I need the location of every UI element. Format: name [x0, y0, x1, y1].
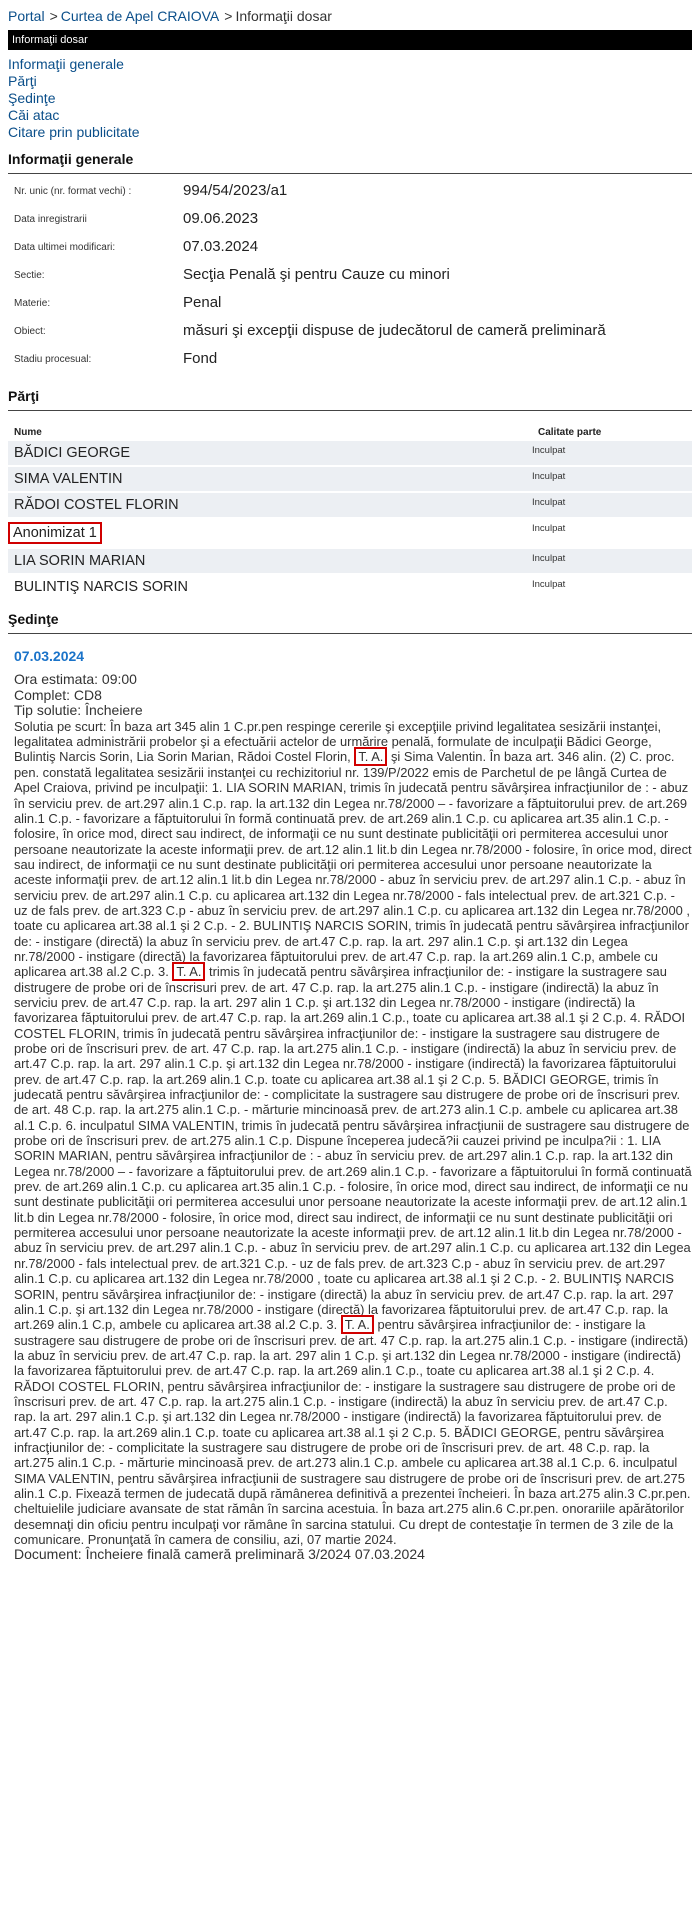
anonymized-name: T. A.	[341, 1315, 374, 1334]
info-value: 09.06.2023	[183, 210, 259, 227]
breadcrumb-portal-link[interactable]: Portal	[8, 8, 45, 24]
breadcrumb-separator: >	[49, 8, 58, 24]
column-header-calitate: Calitate parte	[538, 427, 602, 438]
party-role: Inculpat	[532, 471, 566, 482]
info-row	[8, 266, 692, 294]
info-value: măsuri şi excepţii dispuse de judecătorul de cameră preliminară	[183, 322, 606, 339]
solution-type: Tip solutie: Încheiere	[14, 702, 143, 719]
anonymized-name: T. A.	[354, 747, 387, 766]
breadcrumb-separator: >	[224, 8, 233, 24]
party-name: LIA SORIN MARIAN	[14, 553, 146, 569]
party-name-cell	[8, 525, 532, 541]
solution-text: şi Sima Valentin. În baza art. 346 alin. (2) C. proc. pen. constată legalitatea sesizării instanţei cu rechizitoriul nr. 139/P/2022 emis de Parchetul de pe lângă Curtea de Apel Craiova, privind pe inculpaţii: 1. LIA SORIN MARIAN, trimis în judecată pentru săvârşirea infracţiunilor de : - abuz în serviciu prev. de art.297 alin.1 C.p. rap. la art.132 din Legea nr.78/2000 – - favorizare a făptuitorului prev. de art.269 alin.1 C.p. - favorizare a făptuitorului în formă continuată prev. de art.269 alin.1 C.p. cu aplicarea art.35 alin.1 C.p. - folosire, în orice mod, direct sau indirect, de informaţii ce nu sunt destinate publicităţii ori permiterea accesului unor persoane neautorizate la aceste informaţii prev. de art.12 alin.1 lit.b din Legea nr.78/2000 - folosire, în orice mod, direct sau indirect, de informaţii ce nu sunt destinate publicităţii ori permiterea accesului unor persoane neautorizate la aceste informaţii prev. de art.12 alin.1 lit.b din Legea nr.78/2000 - abuz în serviciu prev. de art.297 alin.1 C.p. - abuz în serviciu prev. de art.297 alin.1 C.p. cu aplicarea art.132 din Legea nr.78/2000 - fals intelectual prev. de art.321 C.p. - uz de fals prev. de art.323 C.p - abuz în serviciu prev. de art.297 alin.1 C.p. cu aplicarea art.132 din Legea nr.78/2000 , toate cu aplicarea art.38 al.1 şi 2 C.p. - 2. BULINTIŞ NARCIS SORIN, trimis în judecată pentru săvârşirea infracţiunilor de: - instigare (directă) la abuz în serviciu prev. de art.47 C.p. rap. la art. 297 alin.1 C.p. şi art.132 din Legea nr.78/2000 - instigare (directă) la favorizarea făptuitorului prev. de art.47 C.p. rap. la art.269 alin.1 C.p, ambele cu aplicarea art.38 al.2 C.p. 3.	[14, 749, 692, 980]
party-name: SIMA VALENTIN	[14, 471, 123, 487]
nav-cai-atac[interactable]: Căi atac	[8, 107, 60, 123]
section-title-informatii-generale: Informaţii generale	[8, 151, 692, 174]
hearing-panel: Complet: CD8	[14, 686, 102, 703]
info-label: Data inregistrarii	[14, 214, 87, 225]
hearing-details	[8, 672, 692, 1563]
table-row	[8, 549, 692, 575]
party-name: BĂDICI GEORGE	[14, 445, 131, 461]
info-row	[8, 182, 692, 210]
info-row	[8, 294, 692, 322]
party-role: Inculpat	[532, 445, 566, 456]
table-row	[8, 493, 692, 519]
table-row	[8, 575, 692, 601]
table-row	[8, 441, 692, 467]
party-role: Inculpat	[532, 579, 566, 590]
table-row	[8, 519, 692, 549]
nav-citare-publicitate[interactable]: Citare prin publicitate	[8, 124, 140, 140]
nav-sedinte[interactable]: Şedinţe	[8, 90, 56, 106]
party-name: RĂDOI COSTEL FLORIN	[14, 497, 179, 513]
info-row	[8, 210, 692, 238]
solution-text: Solutia pe scurt: În baza art 345 alin 1 C.pr.pen respinge cererile şi excepţiile privind legalitatea sesizării instanţei, legalitatea administrării probelor şi a efectuării actelor de urmărire penală, formulate de inculpaţii Bădici George, Bulintiş Narcis Sorin, Lia Sorin Marian, Rădoi Costel Florin,	[14, 718, 662, 765]
info-label: Nr. unic (nr. format vechi) :	[14, 186, 132, 197]
info-value: 994/54/2023/a1	[183, 182, 288, 199]
nav-informatii-generale[interactable]: Informaţii generale	[8, 56, 124, 72]
info-value: Secţia Penală şi pentru Cauze cu minori	[183, 266, 450, 283]
solution-text: trimis în judecată pentru săvârşirea infracţiunilor de: - instigare la sustragere sau distrugere de probe ori de înscrisuri prev. de art. 47 C.p. rap. la art.275 alin.1 C.p. - instigare (indirectă) la abuz în serviciu prev. de art.47 C.p. rap. la art. 297 alin 1 C.p. şi art.132 din Legea nr.78/2000 - instigare (indirectă) la favorizarea făptuitorului prev. de art.47 C.p. rap. la art.269 alin.1 C.p., toate cu aplicarea art.38 al.1 şi 2 C.p. 4. RĂDOI COSTEL FLORIN, trimis în judecată pentru săvârşirea infracţiunilor de: - instigare la sustragere sau distrugere de probe ori de înscrisuri prev. de art. 47 C.p. rap. la art.275 alin.1 C.p. - instigare (indirectă) la abuz în serviciu prev. de art.47 C.p. rap. la art. 297 alin.1 C.p. şi art.132 din Legea nr.78/2000 - instigare (indirectă) la favorizarea făptuitorului prev. de art.47 C.p. rap. la art.269 alin.1 C.p. toate cu aplicarea art.38 al.1 şi 2 C.p. 5. BĂDICI GEORGE, trimis în judecată pentru săvârşirea infracţiunilor de: - complicitate la sustragere sau distrugere de probe ori de înscrisuri prev. de art. 48 C.p. rap. la art.275 alin.1 C.p. - mărturie mincinoasă prev. de art.273 alin.1 C.p. ambele cu aplicarea art.38 al.1 C.p. 6. inculpatul SIMA VALENTIN, trimis în judecată pentru săvârşirea infracţiunii de sustragere sau distrugere de probe ori de înscrisuri prev. de art.275 alin.1 C.p. Dispune începerea judecă?ii cauzei privind pe inculpa?ii : 1. LIA SORIN MARIAN, pentru săvârşirea infracţiunilor de : - abuz în serviciu prev. de art.297 alin.1 C.p. rap. la art.132 din Legea nr.78/2000 – - favorizare a făptuitorului prev. de art.269 alin.1 C.p. - favorizare a făptuitorului în formă continuată prev. de art.269 alin.1 C.p. cu aplicarea art.35 alin.1 C.p. - folosire, în orice mod, direct sau indirect, de informaţii ce nu sunt destinate publicităţii ori permiterea accesului unor persoane neautorizate la aceste informaţii prev. de art.12 alin.1 lit.b din Legea nr.78/2000 - folosire, în orice mod, direct sau indirect, de informaţii ce nu sunt destinate publicităţii ori permiterea accesului unor persoane neautorizate la aceste informaţii prev. de art.12 alin.1 lit.b din Legea nr.78/2000 - abuz în serviciu prev. de art.297 alin.1 C.p. - abuz în serviciu prev. de art.297 alin.1 C.p. cu aplicarea art.132 din Legea nr.78/2000 - fals intelectual prev. de art.321 C.p. - uz de fals prev. de art.323 C.p - abuz în serviciu prev. de art.297 alin.1 C.p. cu aplicarea art.132 din Legea nr.78/2000 , toate cu aplicarea art.38 al.1 şi 2 C.p. - 2. BULINTIŞ NARCIS SORIN, pentru săvârşirea infracţiunilor de: - instigare (directă) la abuz în serviciu prev. de art.47 C.p. rap. la art. 297 alin.1 C.p. şi art.132 din Legea nr.78/2000 - instigare (directă) la favorizarea făptuitorului prev. de art.47 C.p. rap. la art.269 alin.1 C.p, ambele cu aplicarea art.38 al.2 C.p. 3.	[14, 964, 692, 1333]
party-role: Inculpat	[532, 523, 566, 534]
info-value: Penal	[183, 294, 222, 311]
solution-text: pentru săvârşirea infracţiunilor de: - instigare la sustragere sau distrugere de probe ori de înscrisuri prev. de art. 47 C.p. rap. la art.275 alin.1 C.p. - instigare (indirectă) la abuz în serviciu prev. de art.47 C.p. rap. la art. 297 alin 1 C.p. şi art.132 din Legea nr.78/2000 - instigare (indirectă) la favorizarea făptuitorului prev. de art.47 C.p. rap. la art.269 alin.1 C.p., toate cu aplicarea art.38 al.1 şi 2 C.p. 4. RĂDOI COSTEL FLORIN, pentru săvârşirea infracţiunilor de: - instigare la sustragere sau distrugere de probe ori de înscrisuri prev. de art. 47 C.p. rap. la art.275 alin.1 C.p. - instigare (indirectă) la abuz în serviciu prev. de art.47 C.p. rap. la art. 297 alin.1 C.p. şi art.132 din Legea nr.78/2000 - instigare (indirectă) la favorizarea făptuitorului prev. de art.47 C.p. rap. la art.269 alin.1 C.p. toate cu aplicarea art.38 al.1 şi 2 C.p. 5. BĂDICI GEORGE, pentru săvârşirea infracţiunilor de: - complicitate la sustragere sau distrugere de probe ori de înscrisuri prev. de art. 48 C.p. rap. la art.275 alin.1 C.p. - mărturie mincinoasă prev. de art.273 alin.1 C.p. ambele cu aplicarea art.38 al.1 C.p. 6. inculpatul SIMA VALENTIN, pentru săvârşirea infracţiunii de sustragere sau distrugere de probe ori de înscrisuri prev. de art.275 alin.1 C.p. Fixează termen de judecată după rămânerea definitivă a prezentei încheieri. În baza art.275 alin.3 C.pr.pen. cheltuielile judiciare avansate de stat rămân în sarcina acestuia. În baza art.275 alin.6 C.pr.pen. onorariile apărătorilor desemnaţi din oficiu pentru inculpaţi vor rămâne în sarcina statului. Cu drept de contestaţie în termen de 3 zile de la comunicare. Pronunţată în camera de consiliu, azi, 07 martie 2024.	[14, 1317, 691, 1547]
section-title-sedinte: Şedinţe	[8, 611, 692, 634]
info-label: Materie:	[14, 298, 51, 309]
general-info-table	[8, 182, 692, 378]
column-header-nume: Nume	[14, 427, 42, 438]
hearing-date: 07.03.2024	[14, 648, 85, 664]
breadcrumb	[8, 7, 692, 25]
party-name: BULINTIŞ NARCIS SORIN	[14, 579, 189, 595]
hearing-document: Document: Încheiere finală cameră preliminară 3/2024 07.03.2024	[14, 1546, 425, 1563]
section-nav	[8, 56, 692, 141]
solution-summary	[14, 719, 692, 1548]
breadcrumb-court-link[interactable]: Curtea de Apel CRAIOVA	[60, 8, 220, 24]
party-name-anonymized: Anonimizat 1	[8, 522, 102, 544]
info-label: Obiect:	[14, 326, 46, 337]
breadcrumb-current: Informaţii dosar	[235, 8, 332, 24]
info-label: Stadiu procesual:	[14, 354, 92, 365]
party-role: Inculpat	[532, 497, 566, 508]
section-title-parti: Părţi	[8, 388, 692, 411]
info-label: Data ultimei modificari:	[14, 242, 116, 253]
info-row	[8, 350, 692, 378]
party-role: Inculpat	[532, 553, 566, 564]
info-row	[8, 238, 692, 266]
anonymized-name: T. A.	[172, 962, 205, 981]
info-row	[8, 322, 692, 350]
info-label: Sectie:	[14, 270, 45, 281]
info-value: Fond	[183, 350, 218, 367]
hearing-time: Ora estimata: 09:00	[14, 671, 137, 687]
table-row	[8, 467, 692, 493]
nav-parti[interactable]: Părţi	[8, 73, 37, 89]
parties-table-header	[8, 417, 692, 441]
page-title-bar: Informaţii dosar	[8, 30, 692, 50]
info-value: 07.03.2024	[183, 238, 259, 255]
